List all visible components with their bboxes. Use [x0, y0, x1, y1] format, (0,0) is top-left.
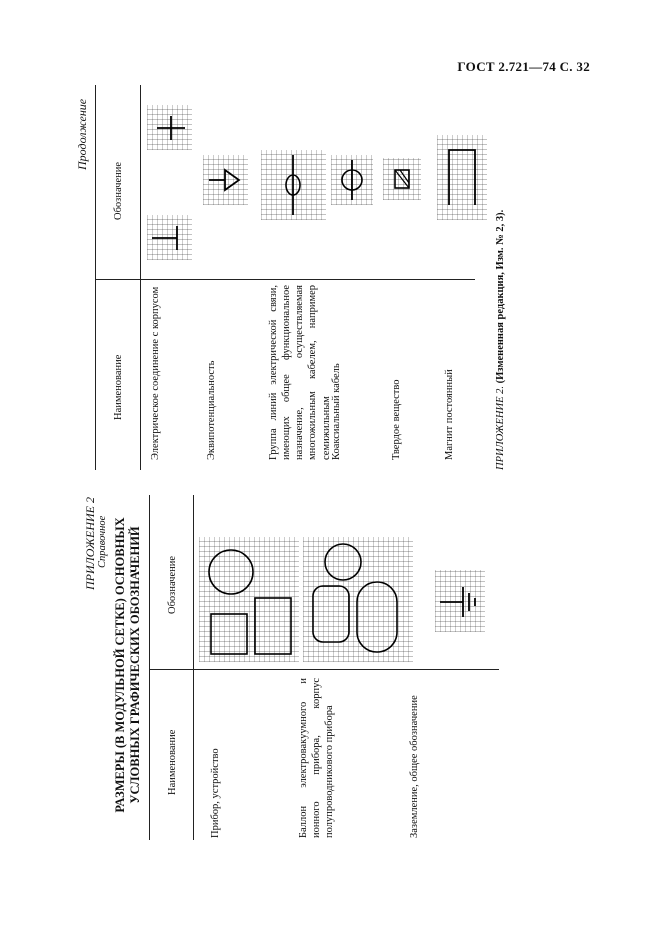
- table-row-name-device: Прибор, устройство: [210, 748, 221, 838]
- right-table-top-rule: [95, 85, 96, 470]
- continuation-label: Продолжение: [75, 98, 89, 170]
- table-row-name-solid: Твердое вещество: [391, 379, 402, 460]
- chassis-symbol-grid: [147, 100, 197, 260]
- right-column-header-name: Наименование: [113, 354, 124, 420]
- footnote: [495, 210, 506, 470]
- right-table-header-rule: [140, 85, 141, 470]
- solid-substance-symbol-grid: [383, 158, 421, 200]
- right-column-header-symbol: Обозначение: [113, 161, 124, 220]
- page-title: РАЗМЕРЫ (В МОДУЛЬНОЙ СЕТКЕ) ОСНОВНЫХ УСЛОВНЫХ ГРАФИЧЕСКИХ ОБОЗНАЧЕНИЙ: [113, 517, 142, 813]
- cable-group-symbol-grid: [261, 150, 326, 220]
- equipotential-symbol-grid: [203, 155, 248, 205]
- ground-symbol-grid: [435, 570, 485, 632]
- rotated-table-area: [75, 80, 615, 860]
- footnote-italic: ПРИЛОЖЕНИЕ 2.: [495, 386, 506, 470]
- column-header-name: Наименование: [167, 729, 178, 795]
- bulb-symbol-grid: [303, 537, 413, 662]
- magnet-symbol-grid: [437, 135, 487, 220]
- table-row-name-ground: Заземление, общее обозначение: [409, 695, 420, 838]
- table-column-divider: [149, 669, 499, 670]
- table-top-rule: [149, 495, 150, 840]
- table-header-rule: [193, 495, 194, 840]
- table-row-name-magnet: Магнит постоянный: [444, 369, 455, 460]
- reference-label: Справочное: [97, 515, 108, 568]
- coaxial-symbol-grid: [331, 155, 373, 205]
- table-row-name-chassis: Электрическое соединение с корпусом: [150, 286, 161, 460]
- device-symbol-grid: [199, 537, 299, 662]
- table-row-name-bulb: Баллон электровакуумного и ионного прибора, корпус полупроводникового прибора: [298, 678, 336, 838]
- table-row-name-coaxial: Коаксиальный кабель: [331, 363, 342, 460]
- table-row-name-equipotential: Эквипотенциальность: [206, 360, 217, 460]
- page-header: ГОСТ 2.721—74 С. 32: [457, 59, 590, 74]
- table-row-name-cable-group: Группа линий электрической связи, имеющих общее функциональное назначение, осуществляемая многожильным кабелем, например семижильным: [268, 285, 332, 460]
- right-table-column-divider: [95, 279, 475, 280]
- footnote-bold: (Измененная редакция, Изм. № 2, 3).: [495, 209, 506, 384]
- column-header-symbol: Обозначение: [167, 555, 178, 614]
- appendix-label: ПРИЛОЖЕНИЕ 2: [83, 497, 97, 590]
